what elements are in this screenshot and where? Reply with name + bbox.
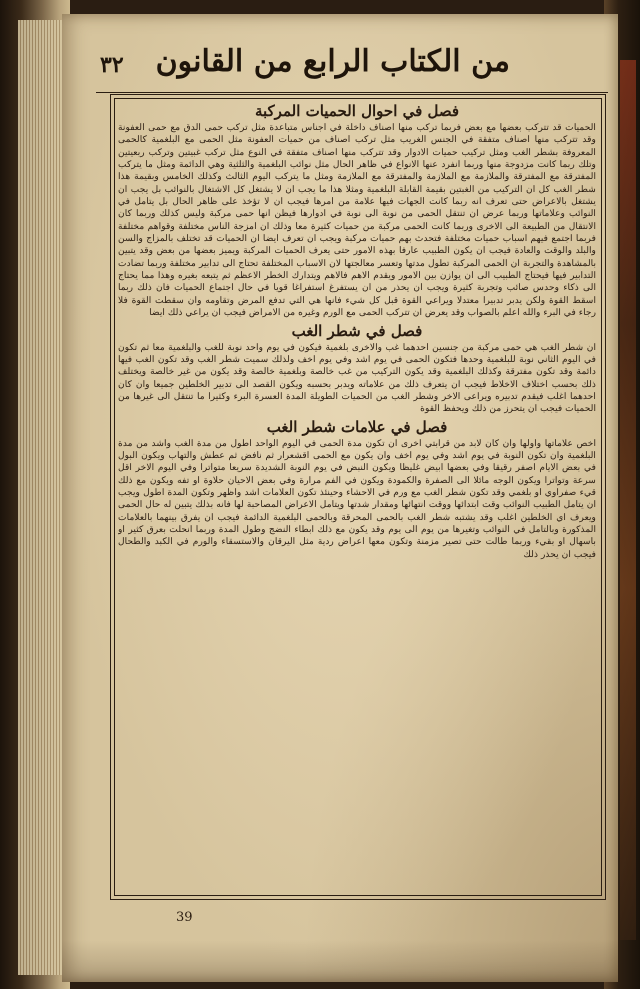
footer-number: 39 [176, 910, 193, 925]
section-text-compound-fevers: الحميات قد تتركب بعضها مع بعض فربما تركب منها اصناف داخلة في اجناس متباعدة مثل تركب حمى الدق مع حمى العفونة وقد تتركب منها اصناف متفقة في الجنس الغريب مثل تركب اصناف من حميات العفونة مثل الحمى مع البلغمية كالحمى المعروفة بشطر الغب ومثل تركيب حميات الادوار وقد تتركب منها اصناف متفقة في النوع مثل تركب غبيتين وتركب ربعيتين وتلك ربما كانت مزدوجة منها وربما انفرد عنها الانواع في ظاهر الحال مثل نوائب البلغمية والثلثية وهي الدائمة ومثل ما يتركب المفترقة مع المفترقة والملازمة مع الملازمة والمفترقة مع الملازمة ومثل ما يتركب اليوم الثالث وكذلك الخامس وبقيمة هذا شطر الغب كل ان التركيب من الغبتين بقيمة القابلة البلغمية ومثلا هذا ما يجب ان لا يشتغل كل الاشتغال بالنوائب بل يجب ان يشتغل بالاعراض حتى تعرف انه ربما كانت الجهات فيها علامة من امرها فيجب ان لا تؤخذ على ظاهر الحال بل يتامل في النوائب وعلاماتها وربما عرض ان تنتقل الحمى من نوبة الى نوبة في ادوارها فيظن انها حمى مركبة وليس كذلك وربما كان الانتقال من الطبيعة الى الاخرى وربما كانت الحمى مركبة من حميات كثيرة معا وذلك ان امزجة الناس مختلفة وقواهم مختلفة فربما اجتمع فيهم اسباب حميات مختلفة فتحدث بهم حميات مركبة ويجب ان تعرف ايضا ان الحميات قد تختلف بالمزاج والسن والبلد والوقت والعادة فيجب ان يكون الطبيب عارفا بهذه الامور حتى يعرف الحميات المركبة ويميز بعضها من بعض وقد يتبين بالمشاهدة والتجربة ان الحمى المركبة تطول مدتها وتعسر معالجتها لان الاسباب المختلفة تحتاج الى تدابير مختلفة وربما تضادت التدابير فيها فيحتاج الطبيب الى ان يوازن بين الامور ويقدم الاهم فالاهم ويتدارك الخطر الاعظم ثم يتبعه بغيره وهذا مما يحتاج الى ذكاء وحدس صائب وتجربة كثيرة ويجب ان يحذر من ان يستفرغ استفراغا قويا في حال اجتماع الحميات فان ذلك ربما اسقط القوة ولكن يدبر تدبيرا معتدلا ويراعي القوة قبل كل شيء فانها هي التي تدفع المرض وتقاومه وان سقطت القوة فلا رجاء في البرء والله اعلم بالصواب وقد يعرض ان تتركب الحمى مع الورم وغيره من الامراض فيجب ان يراعي ذلك ايضا [118, 122, 596, 319]
section-text-semi-tertian-signs: اخص علاماتها واولها وان كان لابد من قرابتي اخرى ان تكون مدة الحمى في اليوم الواحد اطول من مدة الغب واشد من مدة البلغمية وان تكون النوبة في يوم اشد وفي يوم اخف وان يكون مع الحمى اقشعرار ثم نافض ثم عطش والتهاب ويكون البول في بعض الايام اصفر رقيقا وفي بعضها ابيض غليظا ويكون النبض في يوم النوبة الشديدة سريعا متواترا وفي اليوم الاخر اقل سرعة وتواترا ويكون الوجه مائلا الى الصفرة والكمودة ويكون في الفم مرارة وفي بعض الاحيان حلاوة او تفه ويكون مع ذلك قيء صفراوي او بلغمي وقد تكون شطر الغب مع ورم في الاحشاء وحينئذ تكون العلامات اشد واظهر وتكون المدة اطول ويجب ان يتامل الطبيب النوائب وقت ابتدائها ووقت انتهائها ومقدار شدتها ويتامل الاعراض المصاحبة لها فانه بذلك يتبين له حال الحمى ويعرف اي الخلطين اغلب وقد يشتبه شطر الغب بالحمى المحرقة وبالحمى البلغمية الدائمة فيجب ان يفرق بينهما بالعلامات المذكورة وبالتامل في النوائب وتغيرها من يوم الى يوم وقد يكون مع ذلك ابطاء النضج وطول المدة وربما انحلت بعرق كثير او باسهال او بقيء وربما طالت حتى تصير مزمنة وتكون معها اعراض ردية مثل اليرقان والاستسقاء والورم في الكبد والطحال فيجب ان يحذر ذلك [118, 437, 596, 560]
page-bottom-shadow [62, 940, 618, 982]
section-text-semi-tertian: ان شطر الغب هي حمى مركبة من جنسين احدهما غب والاخرى بلغمية فيكون في يوم واحد نوبة للغب والبلغمية معا ثم تكون في اليوم الثاني نوبة للبلغمية وحدها فتكون الحمى في يوم اشد وفي يوم اخف ولذلك سميت شطر الغب وقد تكون الغب فيها دائمة وقد تكون مفترقة وكذلك البلغمية وقد يكون التركيب من غب خالصة وبلغمية خالصة وقد يكون من غير خالصة ويختلف ذلك بحسب اختلاف الاخلاط فيجب ان يتعرف ذلك من علاماته ويدبر بحسبه ويكون القصد الى تدبير الخلطين جميعا وان كان احدهما اغلب فيقدم تدبيره ويراعى الاخر وشطر الغب من الحميات الطويلة المدة العسرة البرء وكثيرا ما تنتقل الى غيرها من الحميات فيجب ان يتحرز من ذلك ويحفظ القوة [118, 341, 596, 415]
text-body [118, 100, 596, 890]
stacked-page-edges [18, 20, 68, 975]
running-title: من الكتاب الرابع من القانون [155, 44, 510, 79]
page-number: ٣٢ [100, 52, 124, 78]
section-title-semi-tertian: فصل في شطر الغب [291, 321, 423, 340]
adjacent-page-edge [620, 60, 636, 940]
section-title-semi-tertian-signs: فصل في علامات شطر الغب [266, 417, 448, 436]
section-title-compound-fevers: فصل في احوال الحميات المركبة [254, 102, 460, 120]
header-rule [96, 92, 608, 93]
